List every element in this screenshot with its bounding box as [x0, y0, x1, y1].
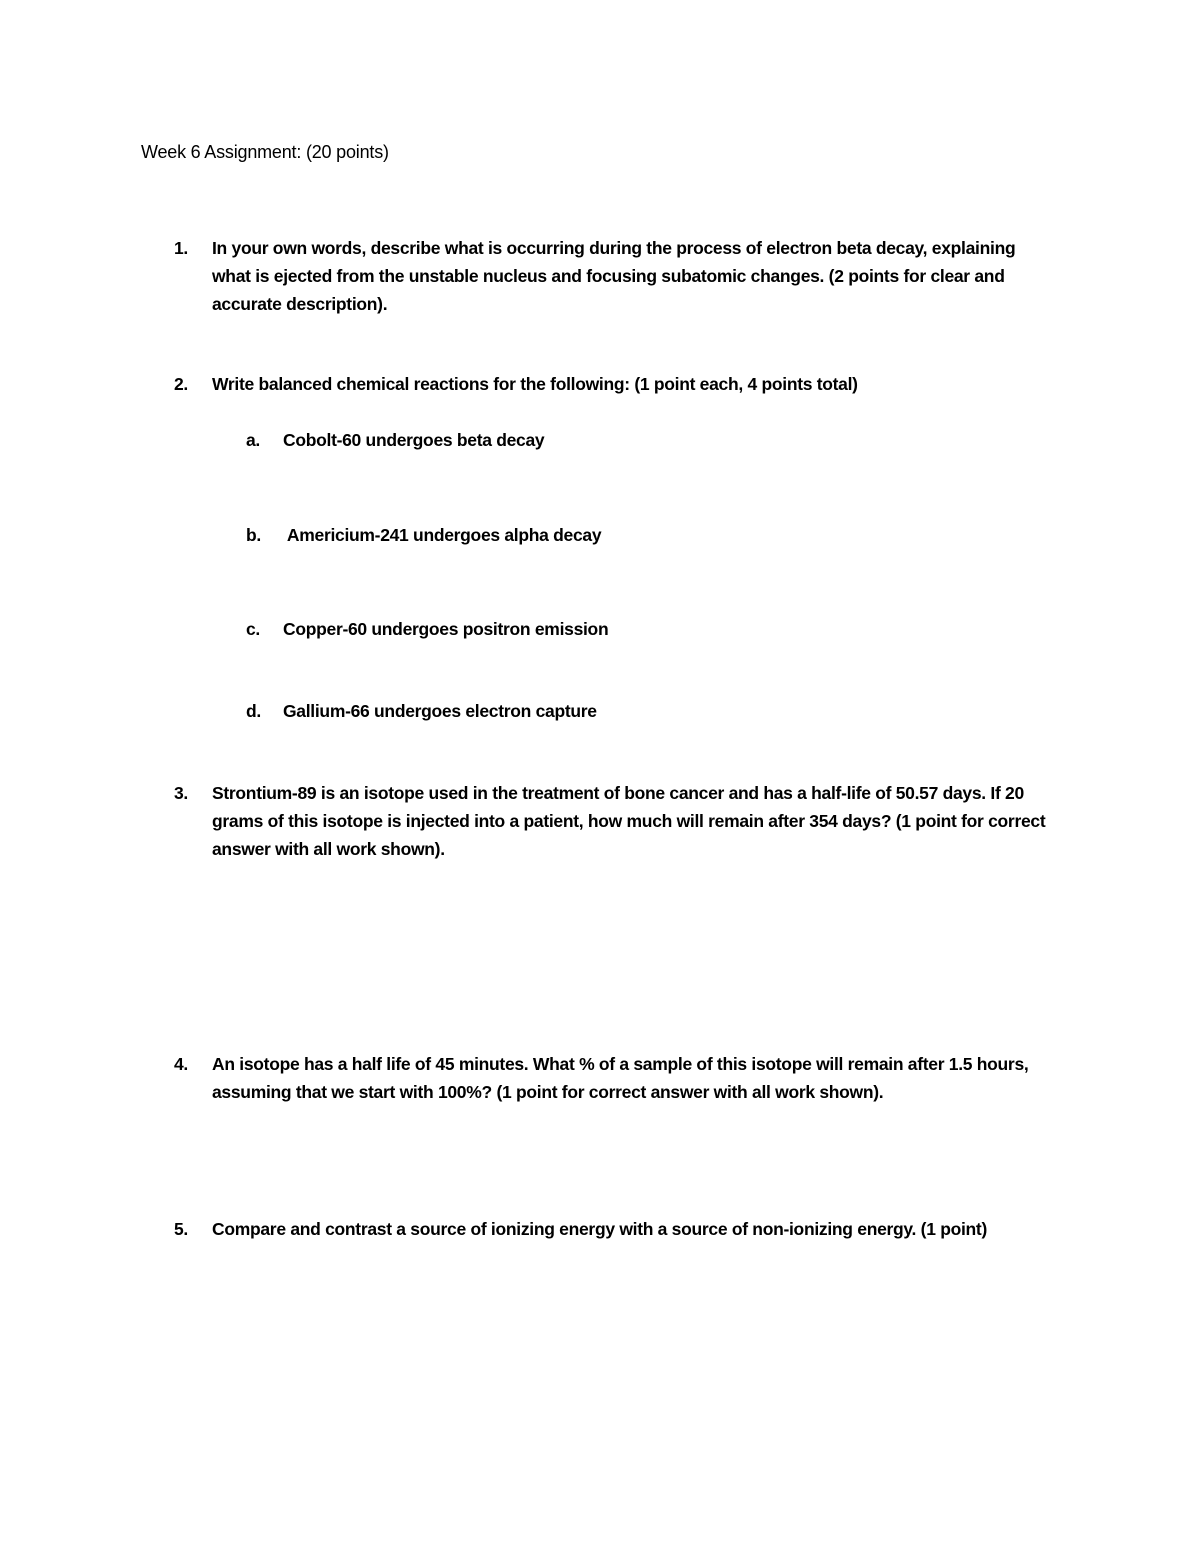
question-number: 3.	[174, 783, 188, 803]
question-number: 5.	[174, 1219, 188, 1239]
question-number: 1.	[174, 238, 188, 258]
subitem-letter: c.	[246, 619, 260, 639]
subitem-text: Gallium-66 undergoes electron capture	[283, 701, 597, 721]
question-text: In your own words, describe what is occurring during the process of electron beta decay, explaining what is ejected from the unstable nucleus and focusing subatomic changes. (2 points for clear and accurate description).	[212, 238, 1016, 314]
question-text: Strontium-89 is an isotope used in the treatment of bone cancer and has a half-life of 50.57 days. If 20 grams of this isotope is injected into a patient, how much will remain after 354 days? (1 point for correct answer with all work shown).	[212, 783, 1046, 859]
subitem-text: Cobolt-60 undergoes beta decay	[283, 430, 545, 450]
question-number: 4.	[174, 1054, 188, 1074]
subitem-text: Copper-60 undergoes positron emission	[283, 619, 609, 639]
question-text: An isotope has a half life of 45 minutes. What % of a sample of this isotope will remain after 1.5 hours, assuming that we start with 100%? (1 point for correct answer with all work shown).	[212, 1054, 1029, 1102]
assignment-title: Week 6 Assignment: (20 points)	[141, 142, 389, 162]
subitem-letter: b.	[246, 525, 261, 545]
subitem-letter: a.	[246, 430, 260, 450]
subitem-letter: d.	[246, 701, 261, 721]
question-text: Compare and contrast a source of ionizing energy with a source of non-ionizing energy. (1 point)	[212, 1219, 987, 1239]
question-text: Write balanced chemical reactions for the following: (1 point each, 4 points total)	[212, 374, 858, 394]
subitem-text: Americium-241 undergoes alpha decay	[283, 525, 602, 545]
question-number: 2.	[174, 374, 188, 394]
